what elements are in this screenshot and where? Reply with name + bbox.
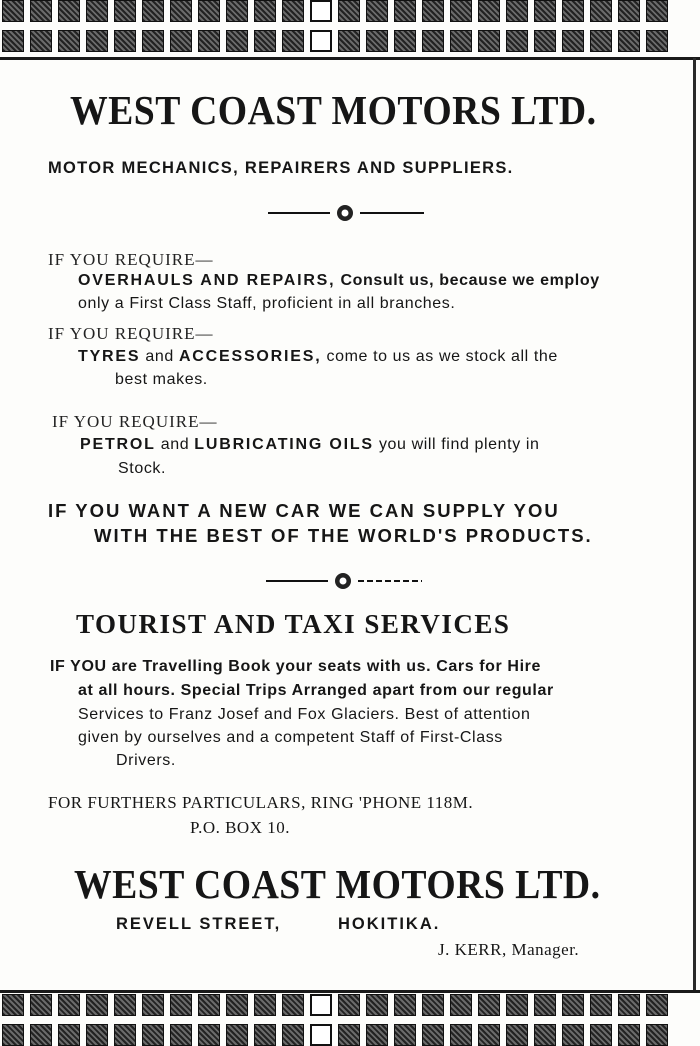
service-line: Stock. — [118, 460, 167, 477]
po-box: P.O. BOX 10. — [190, 818, 290, 837]
border-tile — [338, 1024, 360, 1046]
border-tile — [114, 30, 136, 52]
border-tile — [534, 30, 556, 52]
footer-company-name: WEST COAST MOTORS LTD. — [74, 861, 601, 907]
border-tile — [198, 994, 220, 1016]
bottom-border-band — [0, 994, 700, 1046]
border-tile — [58, 0, 80, 22]
border-tile — [58, 1024, 80, 1046]
border-tile — [366, 0, 388, 22]
ornament-divider — [266, 568, 424, 594]
border-tile — [170, 994, 192, 1016]
border-tile — [30, 0, 52, 22]
border-tile — [450, 994, 472, 1016]
border-tile — [114, 994, 136, 1016]
border-tile — [86, 994, 108, 1016]
tourist-title: TOURIST AND TAXI SERVICES — [76, 609, 511, 639]
border-tile — [394, 994, 416, 1016]
border-tile — [310, 0, 332, 22]
new-car-line-2: WITH THE BEST OF THE WORLD'S PRODUCTS. — [94, 525, 593, 546]
border-tile — [366, 994, 388, 1016]
border-tile — [534, 994, 556, 1016]
border-tile — [226, 994, 248, 1016]
border-tile — [30, 994, 52, 1016]
border-tile — [506, 1024, 528, 1046]
town-name: HOKITIKA. — [338, 915, 441, 933]
border-tile — [366, 1024, 388, 1046]
tourist-line: given by ourselves and a competent Staff of First-Class — [78, 729, 503, 746]
border-tile — [590, 994, 612, 1016]
tourist-line: Services to Franz Josef and Fox Glaciers. Best of attention — [78, 706, 531, 723]
border-tile — [86, 0, 108, 22]
service-line — [80, 436, 540, 454]
border-tile — [618, 0, 640, 22]
service-line: best makes. — [115, 371, 208, 388]
border-tile — [562, 1024, 584, 1046]
border-tile — [366, 30, 388, 52]
border-tile — [170, 30, 192, 52]
border-tile — [254, 30, 276, 52]
border-tile — [170, 0, 192, 22]
border-tile — [422, 1024, 444, 1046]
border-tile — [310, 994, 332, 1016]
border-row — [0, 994, 700, 1016]
border-tile — [422, 994, 444, 1016]
border-tile — [478, 1024, 500, 1046]
border-tile — [58, 30, 80, 52]
border-tile — [394, 1024, 416, 1046]
service-keyword: OVERHAULS AND REPAIRS, — [78, 272, 336, 289]
border-tile — [590, 1024, 612, 1046]
border-tile — [226, 0, 248, 22]
border-tile — [562, 994, 584, 1016]
border-tile — [450, 0, 472, 22]
border-tile — [30, 1024, 52, 1046]
border-tile — [646, 30, 668, 52]
tourist-line: IF YOU are Travelling Book your seats with us. Cars for Hire — [50, 658, 541, 675]
border-tile — [282, 1024, 304, 1046]
border-tile — [506, 994, 528, 1016]
new-car-line-1: IF YOU WANT A NEW CAR WE CAN SUPPLY YOU — [48, 500, 560, 521]
border-tile — [86, 30, 108, 52]
border-tile — [226, 30, 248, 52]
tourist-line: at all hours. Special Trips Arranged apart from our regular — [78, 682, 554, 699]
border-tile — [226, 1024, 248, 1046]
service-text: and — [155, 436, 195, 453]
border-tile — [142, 994, 164, 1016]
service-lead: IF YOU REQUIRE— — [48, 250, 214, 269]
border-tile — [646, 994, 668, 1016]
border-tile — [142, 1024, 164, 1046]
border-tile — [2, 30, 24, 52]
border-tile — [646, 1024, 668, 1046]
border-tile — [534, 0, 556, 22]
tourist-line: Drivers. — [116, 752, 176, 769]
border-tile — [170, 1024, 192, 1046]
border-tile — [254, 994, 276, 1016]
border-tile — [282, 0, 304, 22]
border-tile — [450, 1024, 472, 1046]
border-tile — [2, 0, 24, 22]
service-line: only a First Class Staff, proficient in all branches. — [78, 295, 456, 312]
service-text: come to us as we stock all the — [321, 348, 558, 365]
right-border-line — [693, 58, 696, 990]
border-tile — [394, 30, 416, 52]
border-tile — [506, 0, 528, 22]
border-tile — [86, 1024, 108, 1046]
border-tile — [478, 30, 500, 52]
border-tile — [450, 30, 472, 52]
border-tile — [254, 0, 276, 22]
border-row — [0, 0, 700, 22]
border-tile — [422, 30, 444, 52]
border-tile — [142, 0, 164, 22]
service-keyword: TYRES — [78, 348, 141, 365]
border-row — [0, 1024, 700, 1046]
service-keyword: ACCESSORIES, — [178, 348, 322, 365]
border-row — [0, 30, 700, 52]
service-text: and — [140, 348, 179, 365]
border-tile — [198, 1024, 220, 1046]
service-lead: IF YOU REQUIRE— — [48, 324, 214, 343]
border-tile — [590, 0, 612, 22]
top-rule — [0, 57, 700, 60]
border-tile — [58, 994, 80, 1016]
border-tile — [478, 0, 500, 22]
border-tile — [142, 30, 164, 52]
border-tile — [2, 994, 24, 1016]
border-tile — [422, 0, 444, 22]
service-line — [78, 272, 600, 290]
top-border-band — [0, 0, 700, 52]
border-tile — [198, 30, 220, 52]
service-line — [78, 348, 558, 366]
border-tile — [562, 0, 584, 22]
border-tile — [618, 994, 640, 1016]
border-tile — [282, 994, 304, 1016]
border-tile — [114, 0, 136, 22]
border-tile — [310, 1024, 332, 1046]
border-tile — [562, 30, 584, 52]
tagline: MOTOR MECHANICS, REPAIRERS AND SUPPLIERS. — [48, 159, 514, 177]
service-lead: IF YOU REQUIRE— — [52, 412, 218, 431]
manager-signature: J. KERR, Manager. — [438, 940, 580, 959]
border-tile — [338, 30, 360, 52]
border-tile — [534, 1024, 556, 1046]
service-text: you will find plenty in — [373, 436, 540, 453]
border-tile — [590, 30, 612, 52]
company-name-heading: WEST COAST MOTORS LTD. — [70, 87, 597, 133]
border-tile — [2, 1024, 24, 1046]
border-tile — [114, 1024, 136, 1046]
border-tile — [618, 1024, 640, 1046]
border-tile — [198, 0, 220, 22]
border-tile — [338, 994, 360, 1016]
border-tile — [506, 30, 528, 52]
border-tile — [478, 994, 500, 1016]
street-address: REVELL STREET, — [116, 915, 282, 933]
border-tile — [30, 30, 52, 52]
service-text: Consult us, because we employ — [335, 272, 600, 289]
border-tile — [394, 0, 416, 22]
service-keyword: LUBRICATING OILS — [194, 436, 374, 453]
border-tile — [338, 0, 360, 22]
border-tile — [618, 30, 640, 52]
bottom-rule — [0, 990, 700, 993]
contact-line: FOR FURTHERS PARTICULARS, RING 'PHONE 118M. — [48, 793, 474, 812]
service-keyword: PETROL — [80, 436, 156, 453]
ornament-divider — [268, 200, 426, 226]
border-tile — [282, 30, 304, 52]
border-tile — [310, 30, 332, 52]
border-tile — [254, 1024, 276, 1046]
border-tile — [646, 0, 668, 22]
